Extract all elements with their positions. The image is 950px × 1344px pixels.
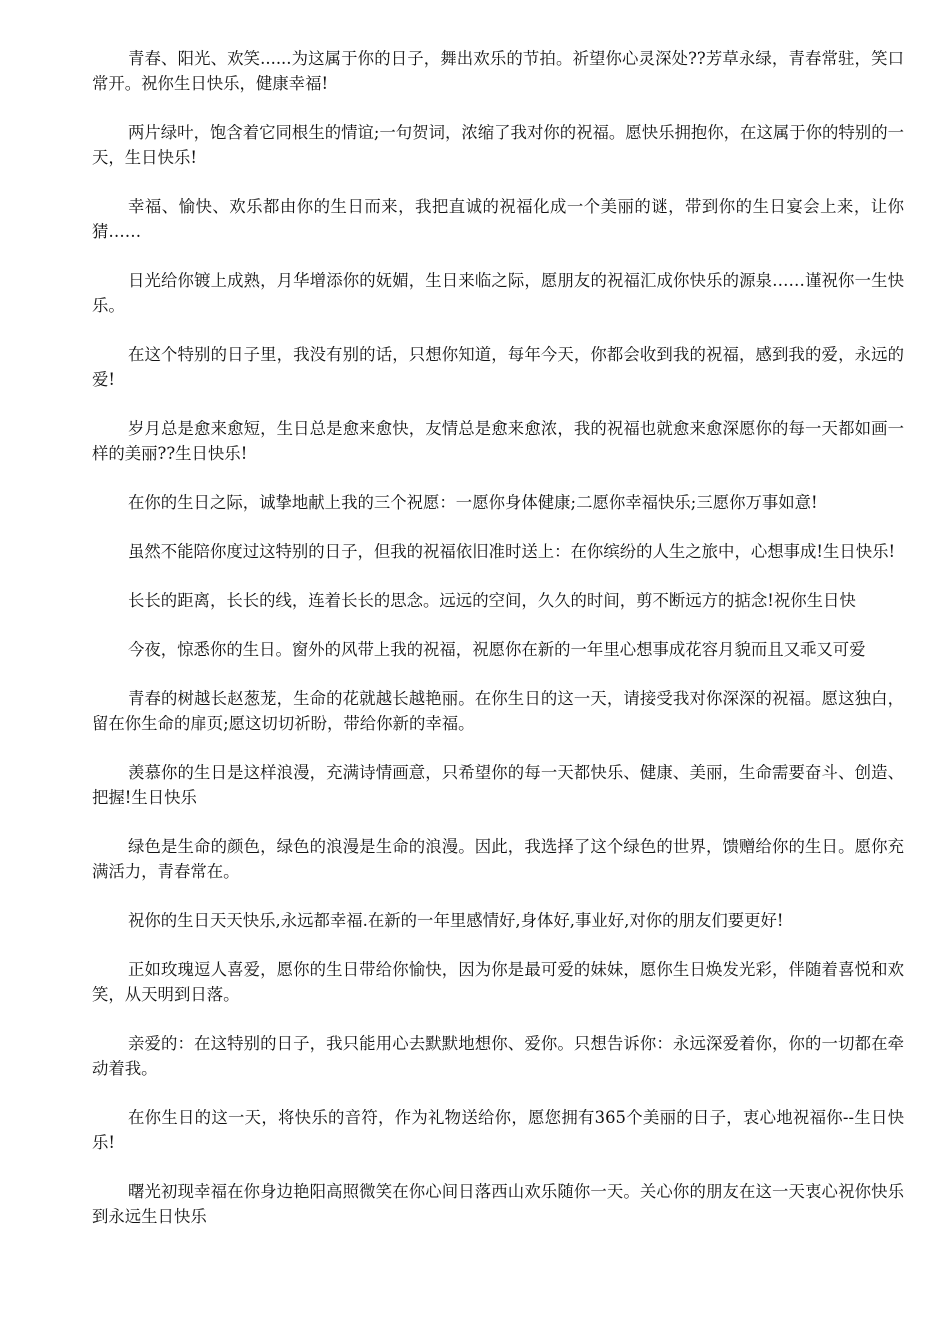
paragraph-13: 绿色是生命的颜色，绿色的浪漫是生命的浪漫。因此，我选择了这个绿色的世界，馈赠给你的生日。愿你充满活力，青春常在。 — [92, 837, 904, 881]
paragraph-12: 羡慕你的生日是这样浪漫，充满诗情画意，只希望你的每一天都快乐、健康、美丽，生命需要奋斗、创造、把握!生日快乐 — [92, 763, 904, 807]
paragraph-14: 祝你的生日天天快乐,永远都幸福.在新的一年里感情好,身体好,事业好,对你的朋友们要更好! — [128, 911, 784, 930]
paragraph-11: 青春的树越长赵葱茏，生命的花就越长越艳丽。在你生日的这一天，请接受我对你深深的祝福。愿这独白，留在你生命的扉页;愿这切切祈盼，带给你新的幸福。 — [92, 689, 904, 733]
paragraph-10: 今夜，惊悉你的生日。窗外的风带上我的祝福，祝愿你在新的一年里心想事成花容月貌而且又乖又可爱 — [128, 640, 866, 659]
paragraph-5: 在这个特别的日子里，我没有别的话，只想你知道，每年今天，你都会收到我的祝福，感到我的爱，永远的爱! — [92, 345, 904, 389]
paragraph-6: 岁月总是愈来愈短，生日总是愈来愈快，友情总是愈来愈浓，我的祝福也就愈来愈深愿你的每一天都如画一样的美丽??生日快乐! — [92, 419, 904, 463]
paragraph-3: 幸福、愉快、欢乐都由你的生日而来，我把直诚的祝福化成一个美丽的谜，带到你的生日宴会上来，让你猜…… — [92, 197, 904, 241]
paragraph-2: 两片绿叶，饱含着它同根生的情谊;一句贺词，浓缩了我对你的祝福。愿快乐拥抱你，在这属于你的特别的一天，生日快乐! — [92, 123, 904, 167]
paragraph-1: 青春、阳光、欢笑......为这属于你的日子，舞出欢乐的节拍。祈望你心灵深处??芳草永绿，青春常驻，笑口常开。祝你生日快乐，健康幸福! — [92, 49, 904, 93]
paragraph-18: 曙光初现幸福在你身边艳阳高照微笑在你心间日落西山欢乐随你一天。关心你的朋友在这一天衷心祝你快乐到永远生日快乐 — [92, 1182, 904, 1226]
paragraph-4: 日光给你镀上成熟，月华增添你的妩媚，生日来临之际，愿朋友的祝福汇成你快乐的源泉……谨祝你一生快乐。 — [92, 271, 904, 315]
paragraph-17: 在你生日的这一天，将快乐的音符，作为礼物送给你，愿您拥有365个美丽的日子，衷心地祝福你--生日快乐! — [92, 1108, 904, 1152]
paragraph-9: 长长的距离，长长的线，连着长长的思念。远远的空间，久久的时间，剪不断远方的掂念!祝你生日快 — [128, 591, 856, 610]
paragraph-15: 正如玫瑰逗人喜爱，愿你的生日带给你愉快，因为你是最可爱的妹妹，愿你生日焕发光彩，伴随着喜悦和欢笑，从天明到日落。 — [92, 960, 904, 1004]
document-body — [92, 46, 904, 1253]
paragraph-7: 在你的生日之际，诚挚地献上我的三个祝愿：一愿你身体健康;二愿你幸福快乐;三愿你万事如意! — [128, 493, 818, 512]
paragraph-8: 虽然不能陪你度过这特别的日子，但我的祝福依旧准时送上：在你缤纷的人生之旅中，心想事成!生日快乐! — [128, 542, 896, 561]
paragraph-16: 亲爱的：在这特别的日子，我只能用心去默默地想你、爱你。只想告诉你：永远深爱着你，你的一切都在牵动着我。 — [92, 1034, 904, 1078]
